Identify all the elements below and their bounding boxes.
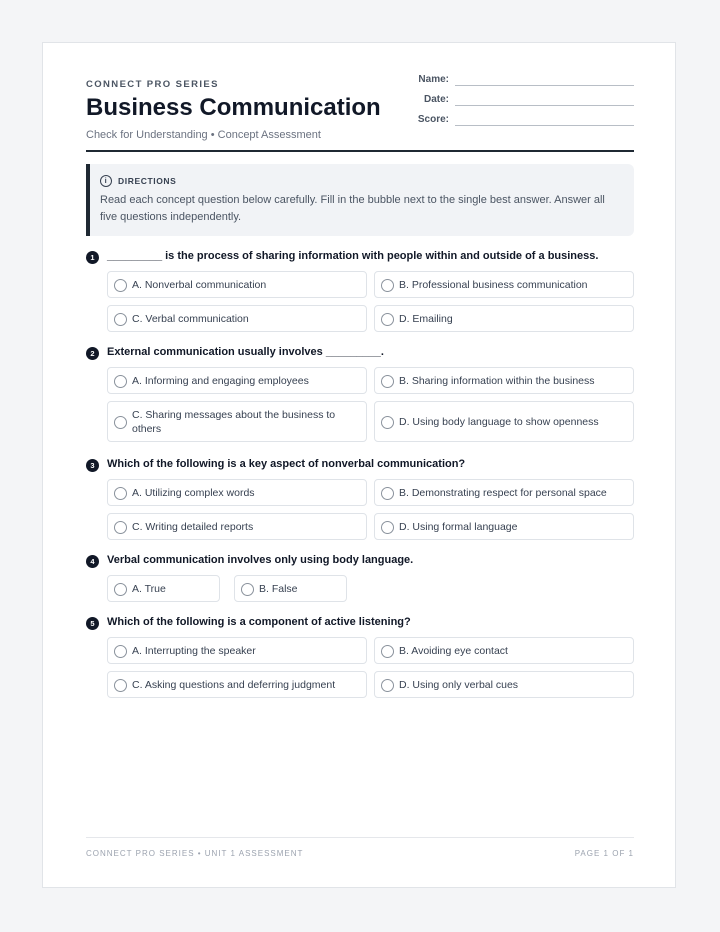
answer-label: A. Nonverbal communication <box>132 278 267 291</box>
answer-bubble[interactable] <box>114 521 127 534</box>
page-subtitle: Check for Understanding • Concept Assessment <box>86 129 321 141</box>
score-line[interactable] <box>455 125 634 126</box>
answer-bubble[interactable] <box>381 521 394 534</box>
worksheet-page <box>42 42 676 888</box>
answer-label: A. Interrupting the speaker <box>132 644 256 657</box>
answer-bubble[interactable] <box>381 416 394 429</box>
answer-label: A. Informing and engaging employees <box>132 374 309 387</box>
answer-bubble[interactable] <box>381 645 394 658</box>
directions-box <box>86 164 634 236</box>
page-title: Business Communication <box>86 94 381 121</box>
question-text: Which of the following is a component of active listening? <box>107 616 411 628</box>
answer-label: C. Verbal communication <box>132 312 249 325</box>
answer-bubble[interactable] <box>381 279 394 292</box>
info-icon: i <box>100 175 112 187</box>
answer-bubble[interactable] <box>381 313 394 326</box>
answer-bubble[interactable] <box>381 375 394 388</box>
answer-bubble[interactable] <box>114 679 127 692</box>
directions-heading-text: DIRECTIONS <box>118 176 177 186</box>
name-label: Name: <box>418 74 449 85</box>
answer-label: B. Avoiding eye contact <box>399 644 508 657</box>
date-label: Date: <box>423 94 449 105</box>
series-label: CONNECT PRO SERIES <box>86 79 219 90</box>
header <box>86 74 634 151</box>
score-label: Score: <box>417 114 449 125</box>
answer-option-5d[interactable] <box>374 671 634 698</box>
answer-option-4b[interactable] <box>234 575 347 602</box>
answer-option-3b[interactable] <box>374 479 634 506</box>
student-info-fields <box>414 71 634 131</box>
answer-label: D. Using only verbal cues <box>399 678 519 691</box>
name-line[interactable] <box>455 85 634 86</box>
answer-label: C. Asking questions and deferring judgment <box>132 678 336 691</box>
question-number: 3 <box>86 459 99 472</box>
answer-option-1d[interactable] <box>374 305 634 332</box>
answer-option-3d[interactable] <box>374 513 634 540</box>
score-field[interactable] <box>414 111 634 131</box>
answer-label: B. Sharing information within the business <box>399 374 595 387</box>
answer-label: D. Using body language to show openness <box>399 415 599 428</box>
answer-option-5b[interactable] <box>374 637 634 664</box>
name-field[interactable] <box>414 71 634 91</box>
answer-bubble[interactable] <box>381 487 394 500</box>
question-text: External communication usually involves _________. <box>107 346 384 358</box>
answer-option-1a[interactable] <box>107 271 367 298</box>
answer-bubble[interactable] <box>114 487 127 500</box>
answer-option-2d[interactable] <box>374 401 634 442</box>
answer-option-1c[interactable] <box>107 305 367 332</box>
header-divider <box>86 150 634 152</box>
answer-label: C. Writing detailed reports <box>132 520 254 533</box>
footer-page-number: PAGE 1 OF 1 <box>574 849 634 858</box>
answer-bubble[interactable] <box>381 679 394 692</box>
question-number: 4 <box>86 555 99 568</box>
answer-label: A. True <box>132 582 166 595</box>
answer-option-4a[interactable] <box>107 575 220 602</box>
footer-series: CONNECT PRO SERIES • UNIT 1 ASSESSMENT <box>86 849 304 858</box>
answer-option-1b[interactable] <box>374 271 634 298</box>
question-text: _________ is the process of sharing information with people within and outside of a business. <box>107 250 599 262</box>
answer-bubble[interactable] <box>241 583 254 596</box>
answer-bubble[interactable] <box>114 375 127 388</box>
page-footer <box>86 837 634 858</box>
question-number: 5 <box>86 617 99 630</box>
answer-label: A. Utilizing complex words <box>132 486 255 499</box>
answer-label: B. Demonstrating respect for personal space <box>399 486 607 499</box>
answer-option-5a[interactable] <box>107 637 367 664</box>
date-field[interactable] <box>414 91 634 111</box>
answer-option-2a[interactable] <box>107 367 367 394</box>
date-line[interactable] <box>455 105 634 106</box>
answer-bubble[interactable] <box>114 645 127 658</box>
directions-text: Read each concept question below carefully. Fill in the bubble next to the single best answer. Answer all five questions independently. <box>100 194 605 223</box>
answer-label: C. Sharing messages about the business to others <box>132 408 336 435</box>
answer-label: D. Emailing <box>399 312 453 325</box>
answer-option-3c[interactable] <box>107 513 367 540</box>
answer-bubble[interactable] <box>114 583 127 596</box>
answer-label: D. Using formal language <box>399 520 518 533</box>
question-number: 2 <box>86 347 99 360</box>
answer-bubble[interactable] <box>114 279 127 292</box>
answer-option-2b[interactable] <box>374 367 634 394</box>
answer-option-5c[interactable] <box>107 671 367 698</box>
answer-option-2c[interactable] <box>107 401 367 442</box>
directions-heading <box>100 175 624 187</box>
answer-label: B. False <box>259 582 298 595</box>
question-number: 1 <box>86 251 99 264</box>
answer-bubble[interactable] <box>114 416 127 429</box>
answer-label: B. Professional business communication <box>399 278 588 291</box>
question-text: Which of the following is a key aspect of nonverbal communication? <box>107 458 466 470</box>
answer-option-3a[interactable] <box>107 479 367 506</box>
answer-bubble[interactable] <box>114 313 127 326</box>
question-text: Verbal communication involves only using body language. <box>107 554 414 566</box>
